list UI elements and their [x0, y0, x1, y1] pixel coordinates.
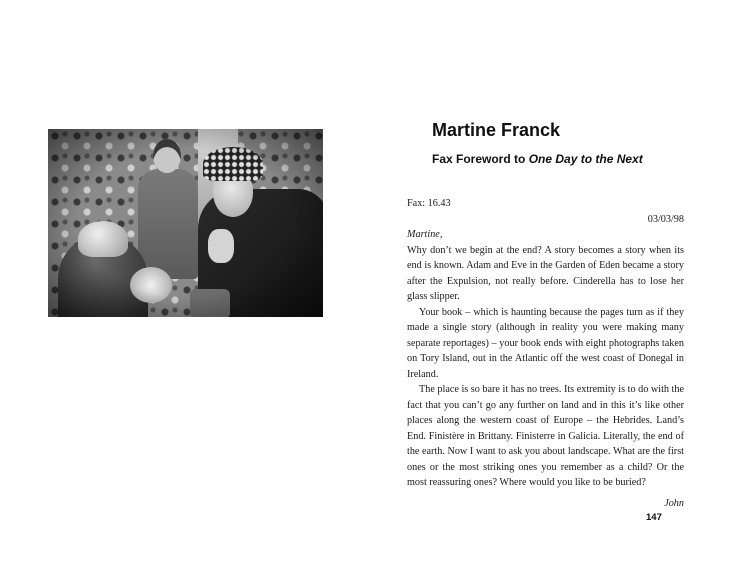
subtitle-book-title: One Day to the Next [528, 152, 643, 166]
letter-paragraph-1: Why don’t we begin at the end? A story becomes a story when its end is known. Adam and Eve in the Garden of Eden became a story after the Expulsion, not really before. Cinderella has to lose her glass slipper. [407, 244, 684, 302]
photograph [48, 129, 323, 317]
page-number: 147 [646, 512, 662, 523]
chapter-subtitle [432, 152, 643, 166]
photo-vignette [48, 129, 323, 317]
letter-signature: John [664, 497, 684, 509]
letter-body [407, 196, 684, 511]
fax-line: Fax: 16.43 [407, 198, 451, 209]
subtitle-prefix: Fax Foreword to [432, 152, 529, 166]
letter-paragraph-3: The place is so bare it has no trees. Its extremity is to do with the fact that you can’t go any further on land and in this it’s like other places along the western coast of Europe – the Hebrides. Land’s End. Finistère in Brittany. Finisterre in Galicia. Literally, the end of the earth. Now I want to ask you about landscape. What are the first ones or the most striking ones you remember as a child? Or the most reassuring ones? Where would you like to be buried? [407, 384, 684, 488]
chapter-author: Martine Franck [432, 120, 561, 140]
letter-paragraph-2: Your book – which is haunting because the pages turn as if they made a single story (although in reality you were making many separate reportages) – your book ends with eight photographs taken on Tory Island, out in the Atlantic off the west coast of Donegal in Ireland. [407, 306, 684, 380]
letter-salutation: Martine, [407, 229, 443, 240]
letter-date: 03/03/98 [647, 213, 684, 225]
